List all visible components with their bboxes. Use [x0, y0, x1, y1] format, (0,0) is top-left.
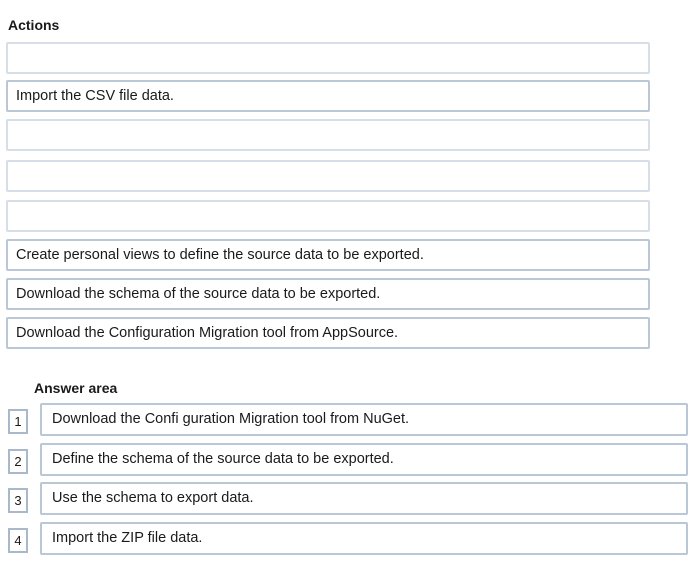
action-item-download-tool-appsource[interactable]: Download the Configuration Migration tool from AppSource. [6, 317, 650, 349]
answer-row [8, 522, 688, 555]
action-item-create-personal-views[interactable]: Create personal views to define the source data to be exported. [6, 239, 650, 271]
answer-slot[interactable]: Download the Confi guration Migration tool from NuGet. [40, 403, 688, 436]
action-slot-empty[interactable] [6, 160, 650, 192]
actions-heading: Actions [8, 17, 60, 33]
step-number: 1 [8, 409, 28, 434]
action-item-import-csv[interactable]: Import the CSV file data. [6, 80, 650, 112]
step-number: 3 [8, 488, 28, 513]
action-slot-empty[interactable] [6, 200, 650, 232]
answer-area-heading: Answer area [34, 380, 118, 396]
answer-row [8, 482, 688, 515]
answer-slot[interactable]: Use the schema to export data. [40, 482, 688, 515]
action-slot-empty[interactable] [6, 42, 650, 74]
answer-row [8, 443, 688, 476]
answer-slot[interactable]: Define the schema of the source data to be exported. [40, 443, 688, 476]
answer-row [8, 403, 688, 436]
action-item-download-schema[interactable]: Download the schema of the source data to be exported. [6, 278, 650, 310]
step-number: 2 [8, 449, 28, 474]
answer-slot[interactable]: Import the ZIP file data. [40, 522, 688, 555]
action-slot-empty[interactable] [6, 119, 650, 151]
step-number: 4 [8, 528, 28, 553]
